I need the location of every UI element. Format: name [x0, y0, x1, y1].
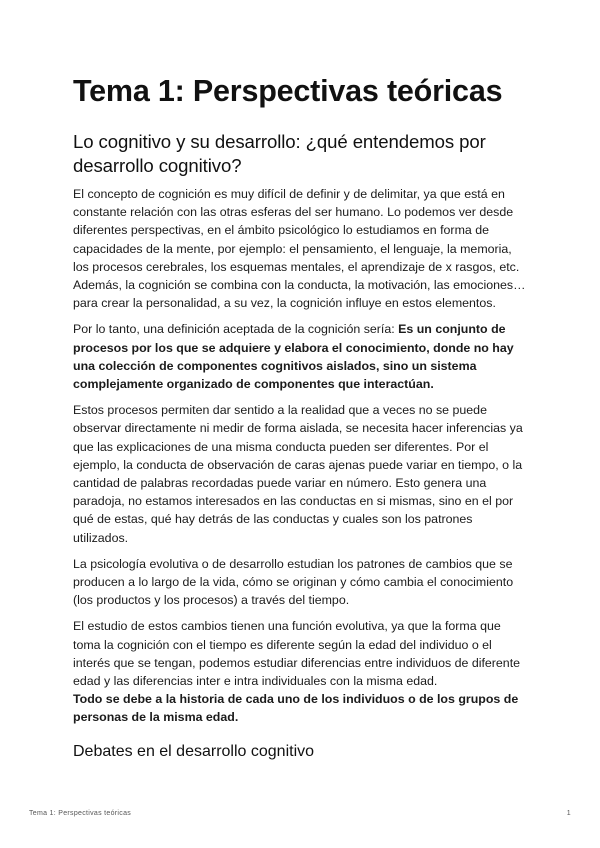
page-title: Tema 1: Perspectivas teóricas	[73, 74, 503, 108]
paragraph-individual-history	[73, 690, 529, 726]
individual-history-bold-text: Todo se debe a la historia de cada uno de los individuos o de los grupos de personas de la misma edad.	[73, 692, 519, 725]
document-page	[73, 72, 529, 763]
section-heading-debates: Debates en el desarrollo cognitivo	[73, 742, 315, 760]
paragraph-cognition-definition	[73, 320, 529, 393]
paragraph-inferences: Estos procesos permiten dar sentido a la realidad que a veces no se puede observar directamente ni medir de forma aislada, se necesita hacer inferencias ya que las explicaciones de una misma conducta pueden ser diferentes. Por el ejemplo, la conducta de observación de caras ajenas puede variar en tiempo, o la cantidad de palabras recordadas puede variar en número. Esto genera una paradoja, no estamos interesados en las conductas en si mismas, sino en el por qué de estas, qué hay detrás de las conductas y cuales son los patrones utilizados.	[73, 403, 523, 545]
page-footer	[29, 810, 571, 817]
paragraph-cognition-concept: El concepto de cognición es muy difícil de definir y de delimitar, ya que está en constante relación con las otras esferas del ser humano. Lo podemos ver desde diferentes perspectivas, en el ámbito psicológico lo estudiamos en forma de capacidades de la mente, por ejemplo: el pensamiento, el lenguaje, la memoria, los procesos cerebrales, los esquemas mentales, el aprendizaje de x rasgos, etc. Además, la cognición se combina con la conducta, la motivación, las emociones… para crear la personalidad, a su vez, la cognición influye en estos elementos.	[73, 187, 526, 311]
section-heading-cognitive-development: Lo cognitivo y su desarrollo: ¿qué entendemos por desarrollo cognitivo?	[73, 131, 486, 176]
paragraph-evolutionary-function: El estudio de estos cambios tienen una función evolutiva, ya que la forma que toma la cognición con el tiempo es diferente según la edad del individuo o el interés que se tengan, podemos estudiar diferencias entre individuos de diferente edad y las diferencias inter e intra individuales con la misma edad.	[73, 619, 521, 689]
definition-bold-text: Es un conjunto de procesos por los que se adquiere y elabora el conocimiento, donde no hay una colección de componentes cognitivos aislados, sino un sistema complejamente organizado de componentes que interactúan.	[73, 322, 514, 392]
footer-running-title: Tema 1: Perspectivas teóricas	[29, 810, 132, 817]
footer-page-number: 1	[566, 810, 571, 817]
definition-intro-text: Por lo tanto, una definición aceptada de la cognición sería:	[73, 322, 399, 337]
paragraph-developmental-psychology: La psicología evolutiva o de desarrollo estudian los patrones de cambios que se producen a lo largo de la vida, cómo se originan y cómo cambia el conocimiento (los productos y los procesos) a través del tiempo.	[73, 556, 514, 608]
